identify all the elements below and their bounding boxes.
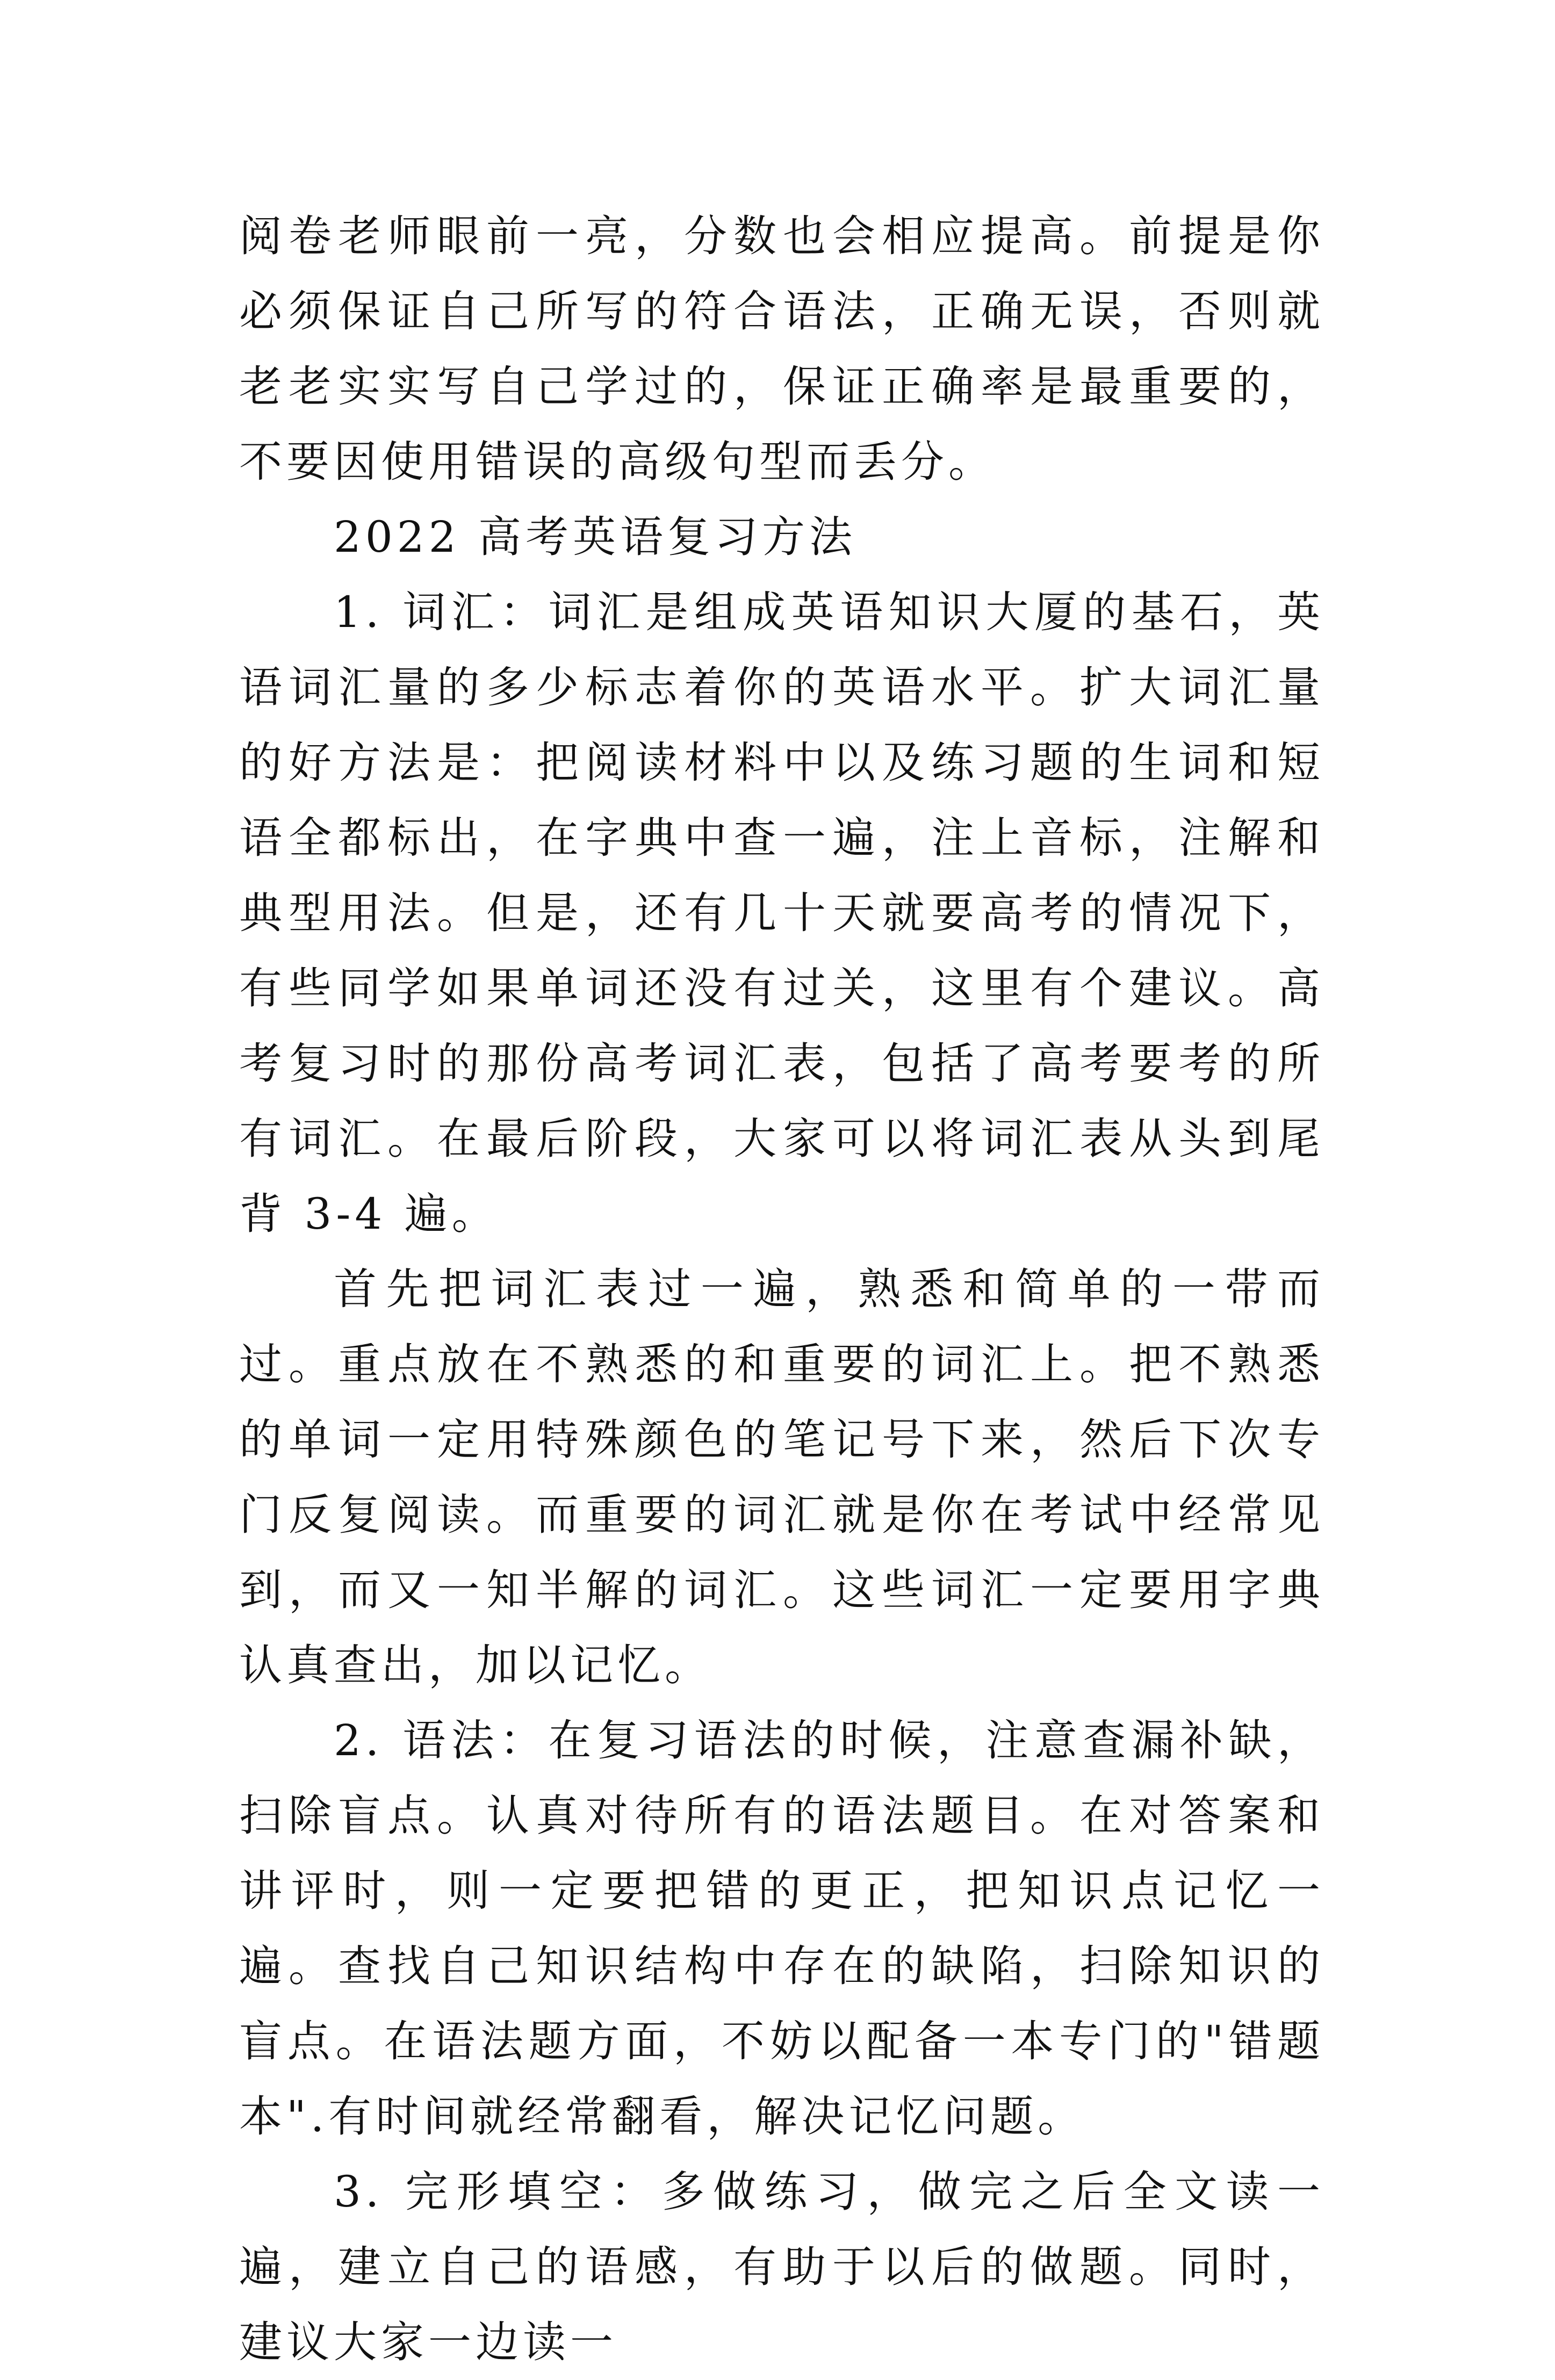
section-heading: 2022 高考英语复习方法 — [334, 512, 857, 562]
paragraph-vocabulary: 1. 词汇：词汇是组成英语知识大厦的基石，英语词汇量的多少标志着你的英语水平。扩大词汇量的好方法是：把阅读材料中以及练习题的生词和短语全都标出，在字典中查一遍，注上音标，注解和典型用法。但是，还有几十天就要高考的情况下，有些同学如果单词还没有过关，这里有个建议。高考复习时的那份高考词汇表，包括了高考要考的所有词汇。在最后阶段，大家可以将词汇表从头到尾背 3-4 遍。 — [239, 587, 1324, 1239]
paragraph-cloze: 3. 完形填空：多做练习，做完之后全文读一遍，建立自己的语感，有助于以后的做题。同时，建议大家一边读一 — [239, 2167, 1324, 2367]
paragraph-vocabulary-detail: 首先把词汇表过一遍，熟悉和简单的一带而过。重点放在不熟悉的和重要的词汇上。把不熟悉的单词一定用特殊颜色的笔记号下来，然后下次专门反复阅读。而重要的词汇就是你在考试中经常见到，而又一知半解的词汇。这些词汇一定要用字典认真查出，加以记忆。 — [239, 1264, 1324, 1690]
paragraph-intro-continuation: 阅卷老师眼前一亮，分数也会相应提高。前提是你必须保证自己所写的符合语法，正确无误，否则就老老实实写自己学过的，保证正确率是最重要的，不要因使用错误的高级句型而丢分。 — [239, 211, 1324, 487]
body-text — [239, 199, 1324, 2380]
paragraph-grammar: 2. 语法：在复习语法的时候，注意查漏补缺， 扫除盲点。认真对待所有的语法题目。在对答案和讲评时，则一定要把错的更正，把知识点记忆一遍。查找自己知识结构中存在的缺陷，扫除知识的盲点。在语法题方面，不妨以配备一本专门的"错题本".有时间就经常翻看，解决记忆问题。 — [239, 1715, 1324, 2141]
